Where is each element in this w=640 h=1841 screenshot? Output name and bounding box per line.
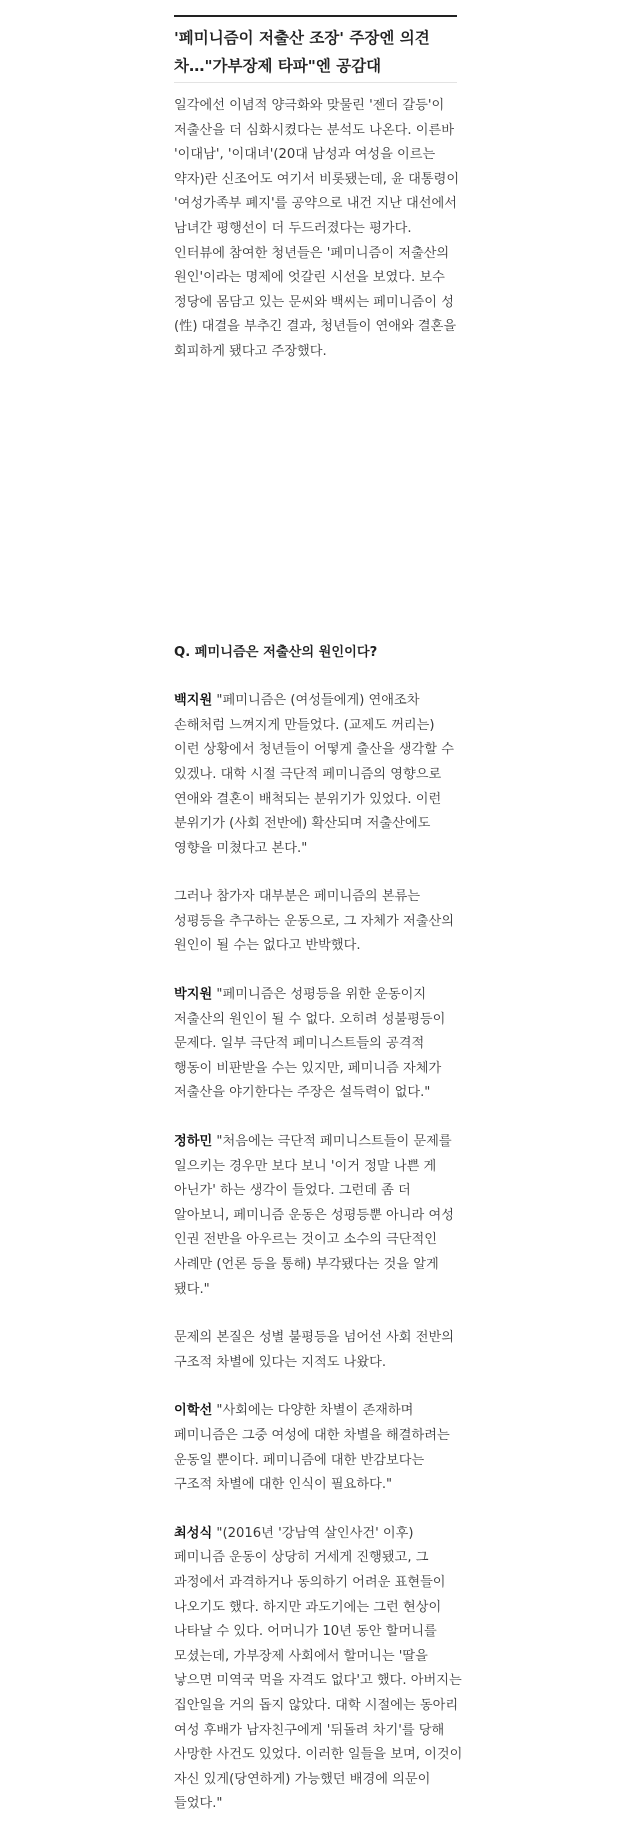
quote-text: "(2016년 '강남역 살인사건' 이후) 페미니즘 운동이 상당히 거세게 진행됐고, 그 과정에서 과격하거나 동의하기 어려운 표현들이 나오기도 했다. 하지만 과도기에는 그런 현상이 나타날 수 있다. 어머니가 10년 동안 할머니를 모셨는데, 가부장제 사회에서 할머니는 '딸을 낳으면 미역국 먹을 자격도 없다'고 했다. 아버지는 집안일을 거의 돕지 않았다. 대학 시절에는 동아리 여성 후배가 남자친구에게 '뒤돌려 차기'를 당해 사망한 사건도 있었다. 이러한 일들을 보며, 이것이 자신 있게(당연하게) 가능했던 배경에 의문이 들었다." [174, 1525, 463, 1812]
question-heading: Q. 페미니즘은 저출산의 원인이다? [174, 644, 378, 660]
quote-paragraph-choi [174, 1522, 464, 1817]
speaker-name: 최성식 [174, 1525, 213, 1541]
quote-paragraph-jung [174, 1130, 464, 1302]
quote-paragraph-lee [174, 1399, 464, 1497]
blank-space [174, 389, 464, 641]
quote-text: "페미니즘은 (여성들에게) 연애조차 손해처럼 느껴지게 만들었다. (교제도 꺼리는) 이런 상황에서 청년들이 어떻게 출산을 생각할 수 있겠나. 대학 시절 극단적 페미니즘의 영향으로 연애와 결혼이 배척되는 분위기가 있었다. 이런 분위기가 (사회 전반에) 확산되며 저출산에도 영향을 미쳤다고 본다." [174, 693, 454, 856]
narration-text: 그러나 참가자 대부분은 페미니즘의 본류는 성평등을 추구하는 운동으로, 그 자체가 저출산의 원인이 될 수는 없다고 반박했다. [174, 889, 454, 954]
speaker-name: 박지원 [174, 987, 213, 1003]
quote-text: "페미니즘은 성평등을 위한 운동이지 저출산의 원인이 될 수 없다. 오히려 성불평등이 문제다. 일부 극단적 페미니스트들의 공격적 행동이 비판받을 수는 있지만, 페미니즘 자체가 저출산을 야기한다는 주장은 설득력이 없다." [174, 987, 446, 1101]
intro-paragraph: 일각에선 이념적 양극화와 맞물린 '젠더 갈등'이 저출산을 더 심화시켰다는 분석도 나온다. 이른바 '이대남', '이대녀'(20대 남성과 여성을 이르는 약자)란 신조어도 여기서 비롯됐는데, 윤 대통령이 '여성가족부 폐지'를 공약으로 내건 지난 대선에서 남녀간 평행선이 더 두드러졌다는 평가다. 인터뷰에 참여한 청년들은 '페미니즘이 저출산의 원인'이라는 명제에 엇갈린 시선을 보였다. 보수 정당에 몸담고 있는 문씨와 백씨는 페미니즘이 성(性) 대결을 부추긴 결과, 청년들이 연애와 결혼을 회피하게 됐다고 주장했다. [174, 98, 460, 359]
speaker-name: 정하민 [174, 1134, 213, 1150]
headline: '페미니즘이 저출산 조장' 주장엔 의견차…"가부장제 타파"엔 공감대 [174, 29, 430, 75]
narration-paragraph [174, 885, 464, 959]
quote-text: "처음에는 극단적 페미니스트들이 문제를 일으키는 경우만 보다 보니 '이거 정말 나쁜 게 아닌가' 하는 생각이 들었다. 그런데 좀 더 알아보니, 페미니즘 운동은 성평등뿐 아니라 여성 인권 전반을 아우르는 것이고 소수의 극단적인 사례만 (언론 등을 통해) 부각됐다는 것을 알게 됐다." [174, 1134, 454, 1297]
quote-paragraph-park [174, 983, 464, 1106]
quote-text: "사회에는 다양한 차별이 존재하며 페미니즘은 그중 여성에 대한 차별을 해결하려는 운동일 뿐이다. 페미니즘에 대한 반감보다는 구조적 차별에 대한 인식이 필요하다." [174, 1403, 450, 1493]
headline-top-rule [174, 15, 457, 17]
quote-paragraph-baek [174, 689, 464, 861]
narration-paragraph [174, 1326, 464, 1375]
narration-text: 문제의 본질은 성별 불평등을 넘어선 사회 전반의 구조적 차별에 있다는 지적도 나왔다. [174, 1330, 454, 1370]
headline-divider [174, 82, 457, 83]
speaker-name: 이학선 [174, 1403, 213, 1419]
article-body [174, 94, 464, 1841]
speaker-name: 백지원 [174, 693, 213, 709]
